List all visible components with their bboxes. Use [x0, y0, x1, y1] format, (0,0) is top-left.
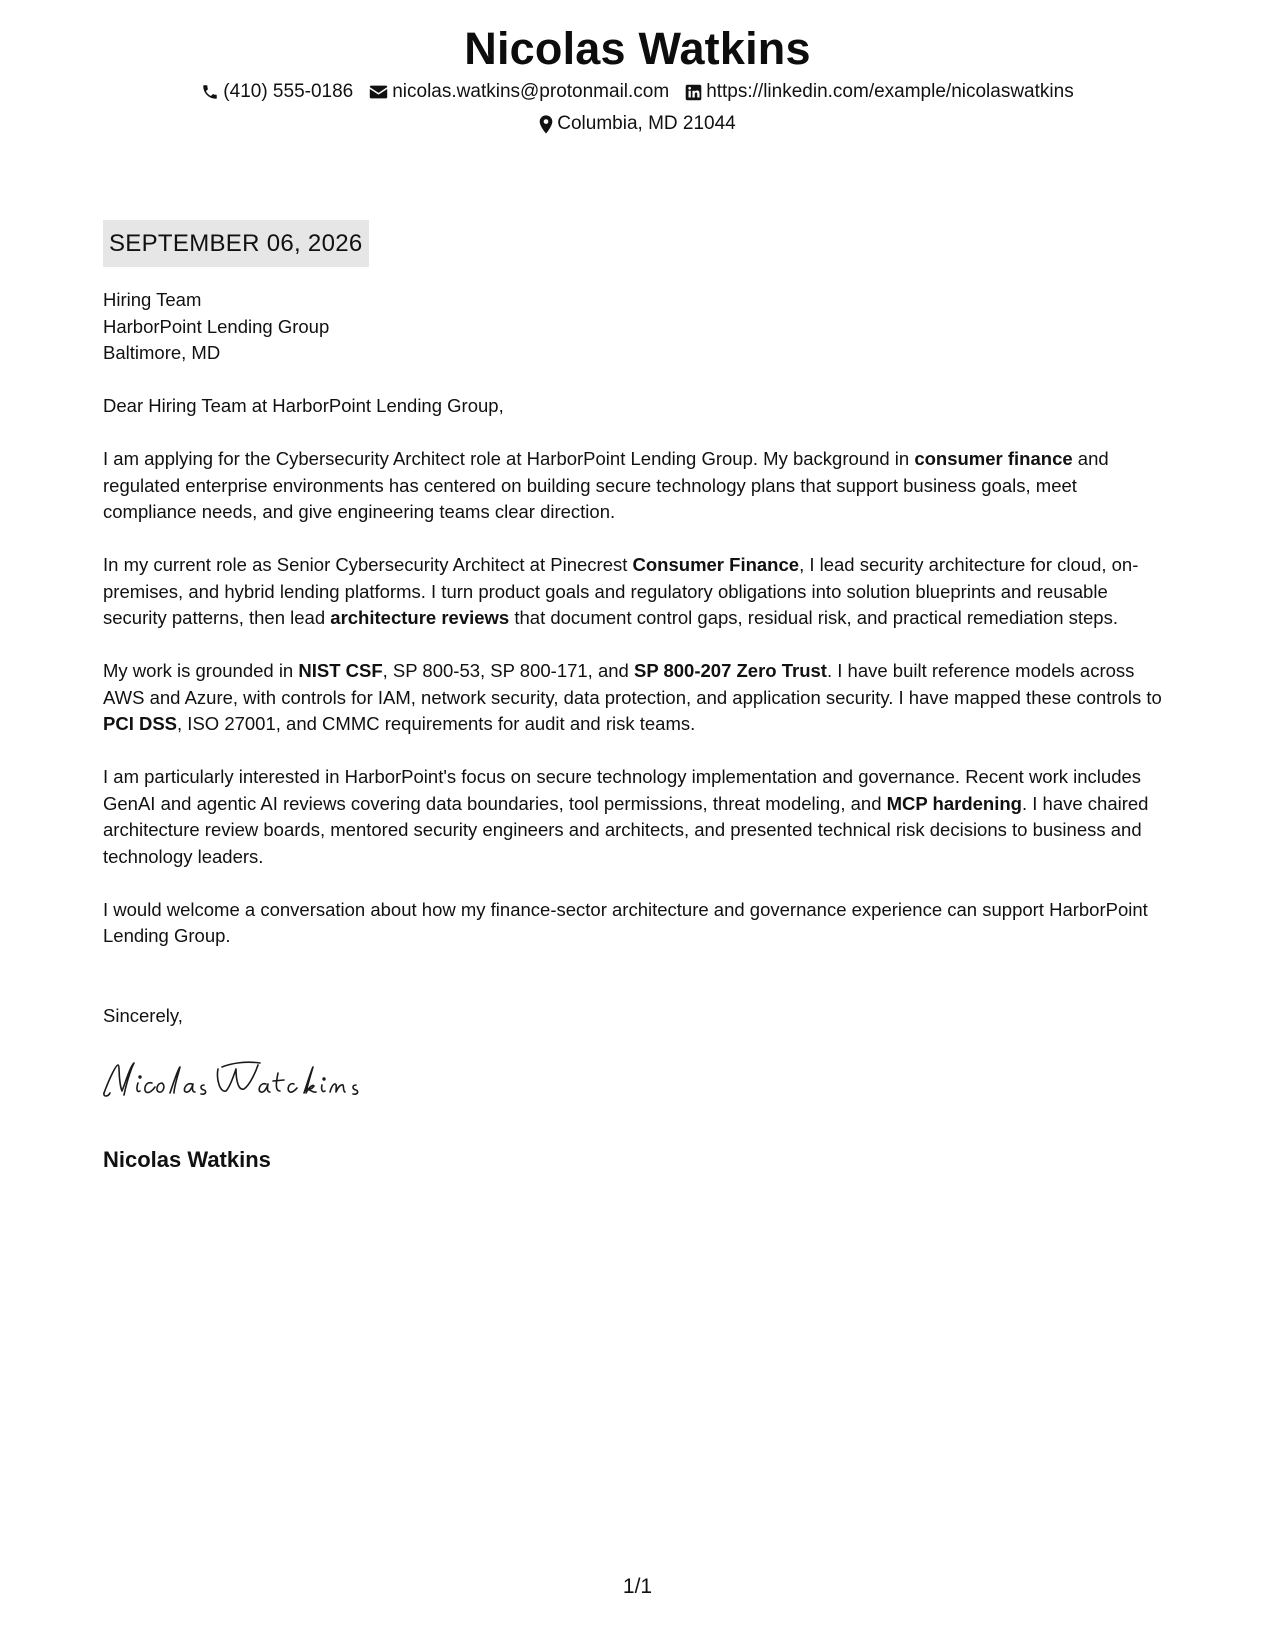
phone-icon: [201, 83, 219, 101]
phone-text: (410) 555-0186: [223, 81, 354, 102]
closing-line: Sincerely,: [103, 1005, 183, 1026]
paragraph-current-role: In my current role as Senior Cybersecurity Architect at Pinecrest Consumer Finance, I lead security architecture for cloud, on-premises, and hybrid lending platforms. I turn product goals and regulatory obligations into solution blueprints and reusable security patterns, then lead architecture reviews that document control gaps, residual risk, and practical remediation steps.: [103, 554, 1139, 628]
recipient-block: [103, 287, 329, 367]
recipient-company: HarborPoint Lending Group: [103, 315, 330, 337]
paragraph-intro: I am applying for the Cybersecurity Architect role at HarborPoint Lending Group. My background in consumer finance and regulated enterprise environments has centered on building secure technology plans that support business goals, meet compliance needs, and give engineering teams clear direction.: [103, 448, 1109, 522]
envelope-icon: [369, 84, 388, 100]
signer-name: Nicolas Watkins: [103, 1147, 271, 1172]
email-link[interactable]: nicolas.watkins@protonmail.com: [392, 81, 670, 102]
map-pin-icon: [539, 115, 553, 134]
salutation: Dear Hiring Team at HarborPoint Lending Group,: [103, 395, 504, 416]
contact-row: [0, 80, 1275, 104]
applicant-name: Nicolas Watkins: [464, 23, 811, 74]
linkedin-contact[interactable]: [685, 80, 1074, 104]
recipient-line: Hiring Team: [103, 289, 202, 310]
paragraph-interest: I am particularly interested in HarborPoint's focus on secure technology implementation and governance. Recent work includes GenAI and agentic AI reviews covering data boundaries, tool permissions, threat modeling, and MCP hardening. I have chaired architecture review boards, mentored security engineers and architects, and presented technical risk decisions to business and technology leaders.: [103, 766, 1149, 867]
location-row: [0, 112, 1275, 136]
handwritten-signature: [100, 1055, 370, 1107]
email-contact[interactable]: [369, 80, 669, 104]
paragraph-closing: I would welcome a conversation about how my finance-sector architecture and governance experience can support HarborPoint Lending Group.: [103, 898, 1148, 946]
linkedin-icon: [685, 84, 702, 101]
location-contact: [539, 112, 735, 136]
page-number: 1/1: [622, 1575, 653, 1598]
phone-contact: [201, 80, 353, 104]
letter-body: [103, 393, 1175, 976]
location-text: Columbia, MD 21044: [557, 113, 736, 134]
linkedin-link[interactable]: https://linkedin.com/example/nicolaswatkins: [706, 81, 1074, 102]
paragraph-frameworks: My work is grounded in NIST CSF, SP 800-53, SP 800-171, and SP 800-207 Zero Trust. I have built reference models across AWS and Azure, with controls for IAM, network security, data protection, and application security. I have mapped these controls to PCI DSS, ISO 27001, and CMMC requirements for audit and risk teams.: [103, 660, 1162, 734]
recipient-location: Baltimore, MD: [103, 342, 221, 363]
letter-date: SEPTEMBER 06, 2026: [103, 220, 369, 267]
